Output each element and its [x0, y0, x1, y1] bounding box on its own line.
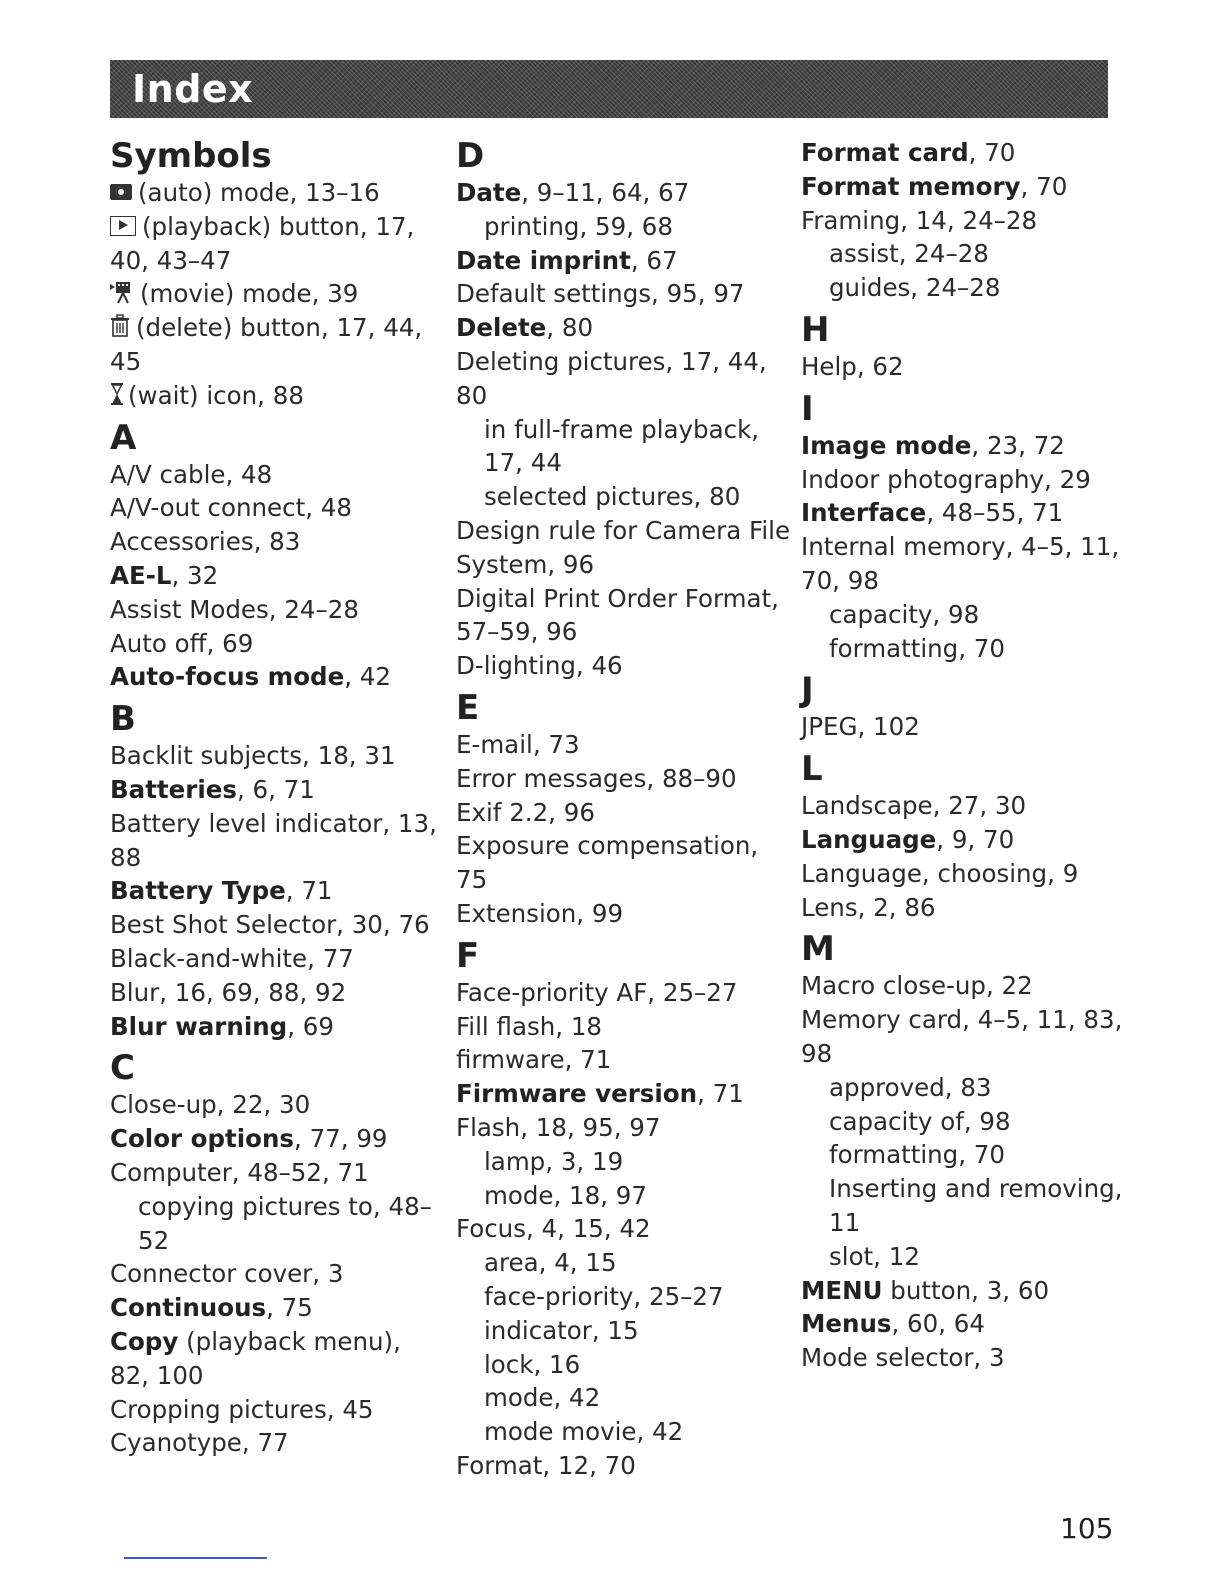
index-subentry — [456, 446, 776, 480]
entry-text: Computer, 48–52, 71 — [110, 1157, 369, 1187]
index-entry — [456, 1043, 776, 1077]
entry-text: face-priority, 25–27 — [484, 1281, 724, 1311]
entry-term: Continuous — [110, 1293, 267, 1323]
entry-text: Framing, 14, 24–28 — [801, 205, 1038, 235]
index-subentry — [456, 413, 776, 447]
entry-text: , 77, 99 — [294, 1124, 388, 1154]
index-entry — [456, 863, 776, 897]
entry-text: Black-and-white, 77 — [110, 943, 354, 973]
entry-text: 70, 98 — [801, 565, 879, 595]
entry-text: in full-frame playback, — [484, 414, 760, 444]
entry-text: , 60, 64 — [891, 1309, 985, 1339]
index-entry — [456, 1010, 776, 1044]
entry-text: button, 3, 60 — [882, 1275, 1050, 1305]
entry-term: Format card — [801, 138, 969, 167]
entry-text: E-mail, 73 — [456, 729, 580, 759]
index-entry — [110, 807, 437, 841]
index-entry — [801, 969, 1108, 1003]
entry-text: (movie) mode, 39 — [140, 279, 359, 309]
section-heading-l: L — [801, 749, 823, 790]
entry-text: Exif 2.2, 96 — [456, 797, 595, 827]
entry-text: 17, 44 — [484, 448, 562, 478]
entry-text: approved, 83 — [829, 1072, 992, 1102]
index-entry — [110, 458, 430, 492]
index-entry — [801, 1003, 1123, 1037]
entry-text: , 23, 72 — [971, 430, 1065, 460]
index-entry — [801, 789, 1108, 823]
hourglass-icon — [110, 382, 124, 406]
index-entry — [456, 1449, 776, 1483]
entry-text: , 80 — [546, 313, 594, 343]
index-entry — [110, 1291, 430, 1325]
index-entry — [801, 1274, 1108, 1308]
entry-term: Blur warning — [110, 1011, 288, 1041]
index-entry — [110, 874, 430, 908]
entry-text: , 42 — [344, 662, 391, 692]
index-entry — [110, 345, 430, 379]
section-heading-d: D — [456, 136, 485, 176]
entry-term: Interface — [801, 498, 927, 528]
index-entry — [456, 796, 776, 830]
entry-text: Design rule for Camera File — [456, 515, 791, 545]
index-entry — [456, 277, 776, 311]
entry-text: Accessories, 83 — [110, 527, 301, 557]
entry-text: Face-priority AF, 25–27 — [456, 977, 738, 1007]
entry-text: 80 — [456, 380, 488, 410]
index-entry — [456, 897, 776, 931]
index-subentry — [801, 1206, 1108, 1240]
entry-text: , 9–11, 64, 67 — [521, 178, 690, 207]
index-entry — [801, 204, 1108, 238]
entry-text: Inserting and removing, — [829, 1174, 1123, 1204]
entry-text: selected pictures, 80 — [484, 482, 741, 512]
entry-text: Cyanotype, 77 — [110, 1428, 289, 1458]
index-column-1 — [110, 136, 437, 1460]
index-entry — [110, 593, 430, 627]
index-entry — [110, 1088, 430, 1122]
index-column-3 — [801, 136, 1123, 1375]
index-entry — [110, 976, 430, 1010]
index-entry — [456, 379, 776, 413]
entry-text: guides, 24–28 — [829, 273, 1001, 303]
entry-text: , 69 — [287, 1011, 334, 1041]
entry-term: Batteries — [110, 774, 237, 804]
entry-text: Error messages, 88–90 — [456, 763, 737, 793]
entry-term: MENU — [801, 1275, 883, 1305]
index-entry — [801, 1341, 1108, 1375]
index-entry — [801, 350, 1108, 384]
entry-text: , 6, 71 — [236, 774, 315, 804]
entry-text: Close-up, 22, 30 — [110, 1090, 311, 1120]
index-banner — [110, 60, 1108, 118]
entry-text: 75 — [456, 865, 488, 895]
index-entry — [456, 176, 776, 210]
index-entry — [801, 857, 1108, 891]
index-entry — [110, 841, 430, 875]
index-entry — [456, 548, 776, 582]
section-heading-c: C — [110, 1048, 135, 1089]
entry-text: area, 4, 15 — [484, 1248, 617, 1278]
footer-rule — [124, 1557, 267, 1559]
entry-text: Help, 62 — [801, 351, 904, 381]
page-title: Index — [132, 67, 254, 111]
section-heading-m: M — [801, 929, 835, 970]
index-subentry — [456, 1415, 776, 1449]
index-entry — [110, 1325, 430, 1359]
entry-text: 98 — [801, 1038, 833, 1068]
index-subentry — [110, 1190, 430, 1224]
entry-text: Mode selector, 3 — [801, 1343, 1005, 1373]
entry-text: , 71 — [285, 876, 333, 906]
entry-text: assist, 24–28 — [829, 239, 989, 269]
index-entry — [801, 530, 1120, 564]
entry-term: AE-L — [110, 560, 172, 590]
index-entry — [456, 649, 776, 683]
entry-text: indicator, 15 — [484, 1315, 639, 1345]
index-entry — [110, 379, 430, 413]
entry-text: Extension, 99 — [456, 898, 624, 928]
playback-icon — [110, 216, 136, 236]
entry-text: Default settings, 95, 97 — [456, 279, 745, 309]
index-subentry — [801, 1138, 1108, 1172]
index-entry — [110, 277, 430, 311]
index-subentry — [456, 1179, 776, 1213]
index-entry — [110, 1156, 430, 1190]
index-entry — [110, 491, 430, 525]
index-entry — [110, 660, 430, 694]
entry-text: Assist Modes, 24–28 — [110, 594, 359, 624]
index-entry — [801, 823, 1108, 857]
index-subentry — [801, 1105, 1108, 1139]
movie-icon — [110, 280, 134, 304]
index-entry — [801, 1037, 1108, 1071]
entry-text: A/V-out connect, 48 — [110, 493, 352, 523]
entry-text: , 71 — [697, 1079, 744, 1109]
entry-term: Color options — [110, 1124, 294, 1154]
index-entry — [110, 1359, 430, 1393]
index-entry — [456, 514, 791, 548]
index-subentry — [801, 1071, 1108, 1105]
index-entry — [456, 728, 776, 762]
camera-icon — [110, 184, 132, 200]
index-subentry — [801, 632, 1108, 666]
entry-term: Date — [456, 178, 522, 207]
entry-text: Macro close-up, 22 — [801, 971, 1033, 1001]
entry-term: Auto-focus mode — [110, 662, 345, 692]
index-entry — [110, 1426, 430, 1460]
entry-term: Image mode — [801, 430, 972, 460]
index-entry — [110, 1010, 430, 1044]
entry-term: Battery Type — [110, 876, 286, 906]
entry-text: Indoor photography, 29 — [801, 464, 1091, 494]
entry-text: Language, choosing, 9 — [801, 858, 1079, 888]
entry-text: Flash, 18, 95, 97 — [456, 1112, 661, 1142]
entry-text: D-lighting, 46 — [456, 651, 623, 681]
section-heading-e: E — [456, 687, 480, 728]
index-entry — [110, 244, 430, 278]
index-subentry — [456, 1348, 776, 1382]
index-subentry — [801, 271, 1108, 305]
entry-text: Format, 12, 70 — [456, 1450, 636, 1480]
index-entry — [456, 244, 776, 278]
index-entry — [801, 429, 1108, 463]
entry-text: capacity, 98 — [829, 599, 980, 629]
entry-term: Menus — [801, 1309, 892, 1339]
entry-text: Backlit subjects, 18, 31 — [110, 741, 396, 771]
entry-text: Battery level indicator, 13, — [110, 808, 437, 838]
entry-text: System, 96 — [456, 549, 595, 579]
index-entry — [110, 525, 430, 559]
entry-text: 88 — [110, 842, 142, 872]
entry-text: Memory card, 4–5, 11, 83, — [801, 1005, 1123, 1035]
index-subentry — [801, 1240, 1108, 1274]
entry-text: lamp, 3, 19 — [484, 1146, 624, 1176]
entry-term: Delete — [456, 313, 547, 343]
entry-term: Language — [801, 824, 937, 854]
section-heading-j: J — [801, 670, 814, 711]
entry-term: Format memory — [801, 171, 1021, 201]
entry-text: mode, 42 — [484, 1383, 601, 1413]
entry-term: Date imprint — [456, 245, 631, 275]
index-subentry — [110, 1224, 430, 1258]
entry-text: Digital Print Order Format, — [456, 583, 779, 613]
entry-text: formatting, 70 — [829, 1140, 1005, 1170]
entry-text: Auto off, 69 — [110, 628, 254, 658]
index-entry — [456, 1212, 776, 1246]
index-entry — [801, 564, 1108, 598]
entry-text: Fill flash, 18 — [456, 1011, 603, 1041]
index-entry — [801, 710, 1108, 744]
index-entry — [110, 942, 430, 976]
entry-text: Blur, 16, 69, 88, 92 — [110, 977, 347, 1007]
entry-text: , 70 — [968, 138, 1016, 167]
index-entry — [456, 976, 776, 1010]
index-subentry — [456, 480, 776, 514]
entry-text: , 70 — [1020, 171, 1068, 201]
index-entry — [801, 496, 1108, 530]
entry-text: , 32 — [171, 560, 219, 590]
index-entry — [801, 891, 1108, 925]
index-entry — [456, 615, 776, 649]
index-entry — [456, 1111, 776, 1145]
entry-text: mode, 18, 97 — [484, 1180, 647, 1210]
index-entry — [456, 829, 776, 863]
entry-text: Internal memory, 4–5, 11, — [801, 532, 1120, 562]
index-entry — [456, 582, 779, 616]
index-entry — [110, 311, 430, 345]
entry-text: , 9, 70 — [936, 824, 1015, 854]
index-subentry — [456, 1314, 776, 1348]
index-entry — [110, 1122, 430, 1156]
entry-text: Exposure compensation, — [456, 831, 759, 861]
entry-text: Cropping pictures, 45 — [110, 1394, 374, 1424]
index-entry — [110, 559, 430, 593]
entry-text: 11 — [829, 1207, 861, 1237]
index-subentry — [456, 1246, 776, 1280]
section-heading-symbols: Symbols — [110, 136, 272, 176]
section-heading-i: I — [801, 388, 814, 429]
entry-text: Deleting pictures, 17, 44, — [456, 346, 767, 376]
index-entry — [110, 627, 430, 661]
section-heading-b: B — [110, 699, 136, 740]
entry-text: A/V cable, 48 — [110, 459, 273, 489]
section-heading-h: H — [801, 309, 830, 350]
index-entry — [110, 908, 430, 942]
entry-term: Copy — [110, 1326, 179, 1356]
entry-text: 40, 43–47 — [110, 245, 232, 275]
entry-text: 52 — [138, 1225, 170, 1255]
index-subentry — [456, 1381, 776, 1415]
entry-text: Connector cover, 3 — [110, 1259, 344, 1289]
entry-text: , 48–55, 71 — [926, 498, 1064, 528]
entry-text: Best Shot Selector, 30, 76 — [110, 910, 430, 940]
entry-text: capacity of, 98 — [829, 1106, 1011, 1136]
entry-text: Landscape, 27, 30 — [801, 791, 1027, 821]
entry-text: (wait) icon, 88 — [128, 380, 304, 410]
index-entry — [456, 762, 776, 796]
index-subentry — [456, 1280, 776, 1314]
entry-term: Firmware version — [456, 1079, 698, 1109]
index-entry — [801, 170, 1108, 204]
index-entry — [110, 1393, 430, 1427]
section-heading-f: F — [456, 935, 480, 976]
entry-text: firmware, 71 — [456, 1045, 612, 1075]
entry-text: printing, 59, 68 — [484, 211, 673, 241]
entry-text: formatting, 70 — [829, 633, 1005, 663]
index-entry — [456, 311, 776, 345]
index-entry — [801, 136, 1108, 170]
entry-text: (playback menu), — [178, 1326, 401, 1356]
entry-text: (playback) button, 17, — [142, 211, 415, 241]
entry-text: , 75 — [266, 1293, 313, 1323]
trash-icon — [110, 314, 130, 338]
entry-text: (delete) button, 17, 44, — [136, 313, 423, 343]
entry-text: JPEG, 102 — [801, 712, 920, 742]
index-entry — [110, 176, 430, 210]
entry-text: copying pictures to, 48– — [138, 1191, 432, 1221]
index-entry — [801, 1307, 1108, 1341]
index-entry — [110, 739, 430, 773]
index-entry — [456, 345, 776, 379]
entry-text: lock, 16 — [484, 1349, 581, 1379]
entry-text: (auto) mode, 13–16 — [138, 178, 380, 207]
page-number: 105 — [1060, 1512, 1114, 1545]
entry-text: 82, 100 — [110, 1360, 204, 1390]
index-column-2 — [456, 136, 791, 1483]
index-subentry — [801, 1172, 1123, 1206]
index-entry — [456, 1077, 776, 1111]
index-subentry — [456, 1145, 776, 1179]
index-subentry — [801, 237, 1108, 271]
index-entry — [110, 773, 430, 807]
entry-text: 45 — [110, 346, 142, 376]
index-entry — [110, 1257, 430, 1291]
index-subentry — [801, 598, 1108, 632]
section-heading-a: A — [110, 417, 137, 458]
index-entry — [110, 210, 430, 244]
index-subentry — [456, 210, 776, 244]
entry-text: Focus, 4, 15, 42 — [456, 1214, 651, 1244]
entry-text: 57–59, 96 — [456, 617, 578, 647]
entry-text: mode movie, 42 — [484, 1417, 684, 1447]
index-entry — [801, 463, 1108, 497]
entry-text: Lens, 2, 86 — [801, 892, 936, 922]
entry-text: , 67 — [630, 245, 678, 275]
entry-text: slot, 12 — [829, 1241, 920, 1271]
